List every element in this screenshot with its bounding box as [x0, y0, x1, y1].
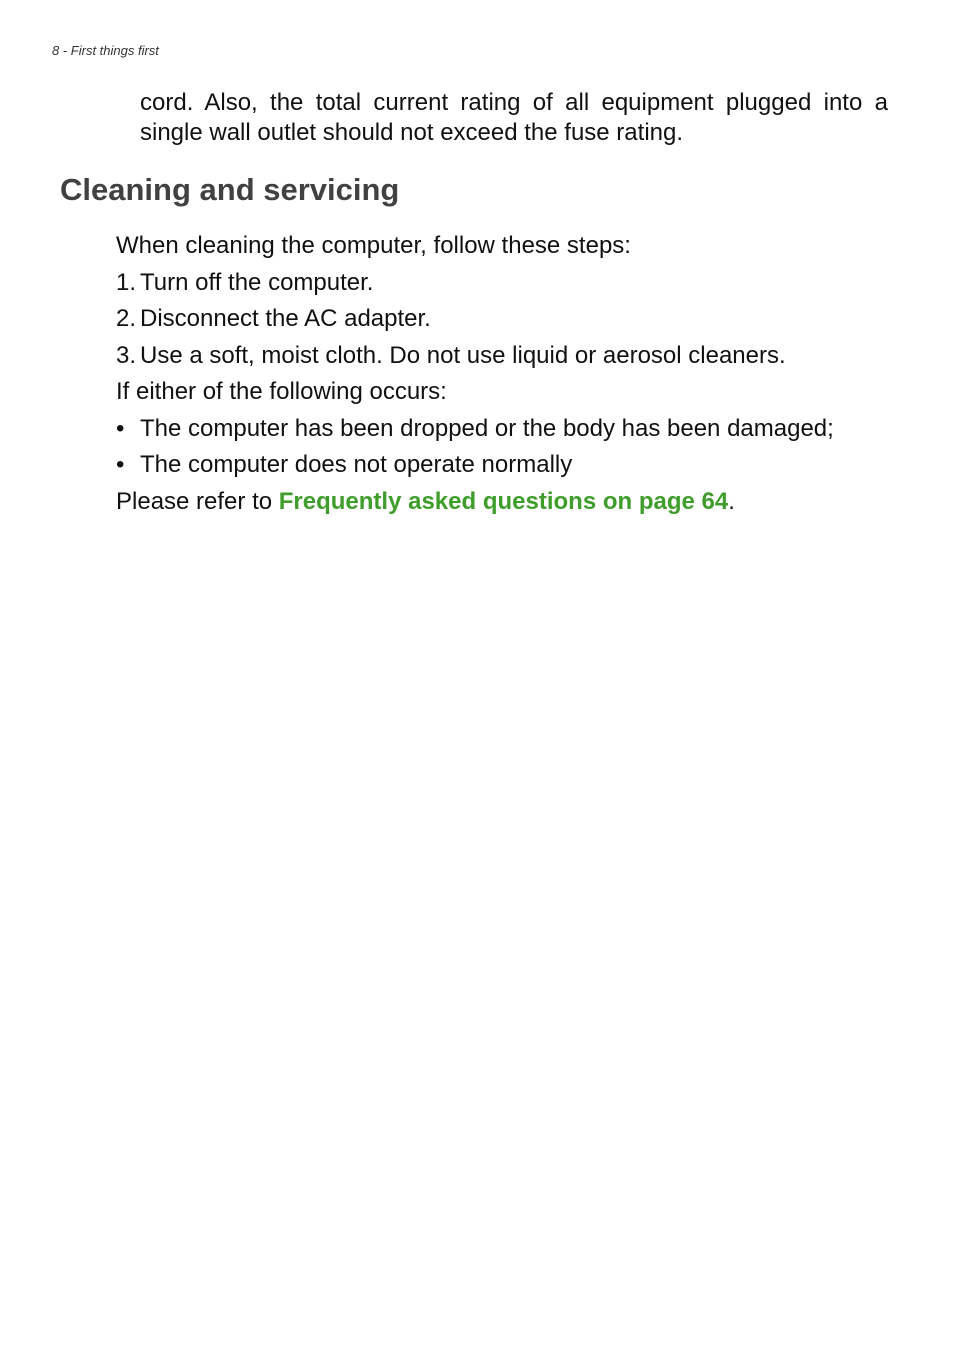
step-item	[116, 303, 896, 340]
faq-link[interactable]: Frequently asked questions on page 64	[278, 487, 729, 515]
section-body	[116, 230, 896, 522]
step-number: 2.	[116, 305, 137, 332]
step-item	[116, 267, 896, 304]
refer-prefix: Please refer to	[116, 487, 279, 515]
step-item	[116, 340, 896, 377]
condition-lead: If either of the following occurs:	[116, 378, 447, 405]
steps-lead: When cleaning the computer, follow these steps:	[116, 232, 631, 259]
step-number: 1.	[116, 268, 137, 296]
running-header: 8 - First things first	[52, 43, 159, 58]
step-number: 3.	[116, 341, 137, 369]
step-text: Turn off the computer.	[140, 268, 374, 296]
bullet-item	[116, 449, 896, 486]
section-heading: Cleaning and servicing	[60, 172, 400, 207]
bullet-item	[116, 413, 896, 450]
bullet-icon: •	[116, 414, 125, 442]
refer-suffix: .	[728, 487, 735, 515]
bullet-text: The computer has been dropped or the body has been damaged;	[140, 414, 834, 442]
bullet-text: The computer does not operate normally	[140, 451, 573, 478]
continued-paragraph: cord. Also, the total current rating of all equipment plugged into a single wall outlet should not exceed the fuse rating.	[140, 89, 888, 146]
step-text: Disconnect the AC adapter.	[140, 305, 431, 332]
bullet-icon: •	[116, 451, 125, 478]
step-text: Use a soft, moist cloth. Do not use liquid or aerosol cleaners.	[140, 341, 786, 369]
refer-line	[116, 486, 896, 523]
